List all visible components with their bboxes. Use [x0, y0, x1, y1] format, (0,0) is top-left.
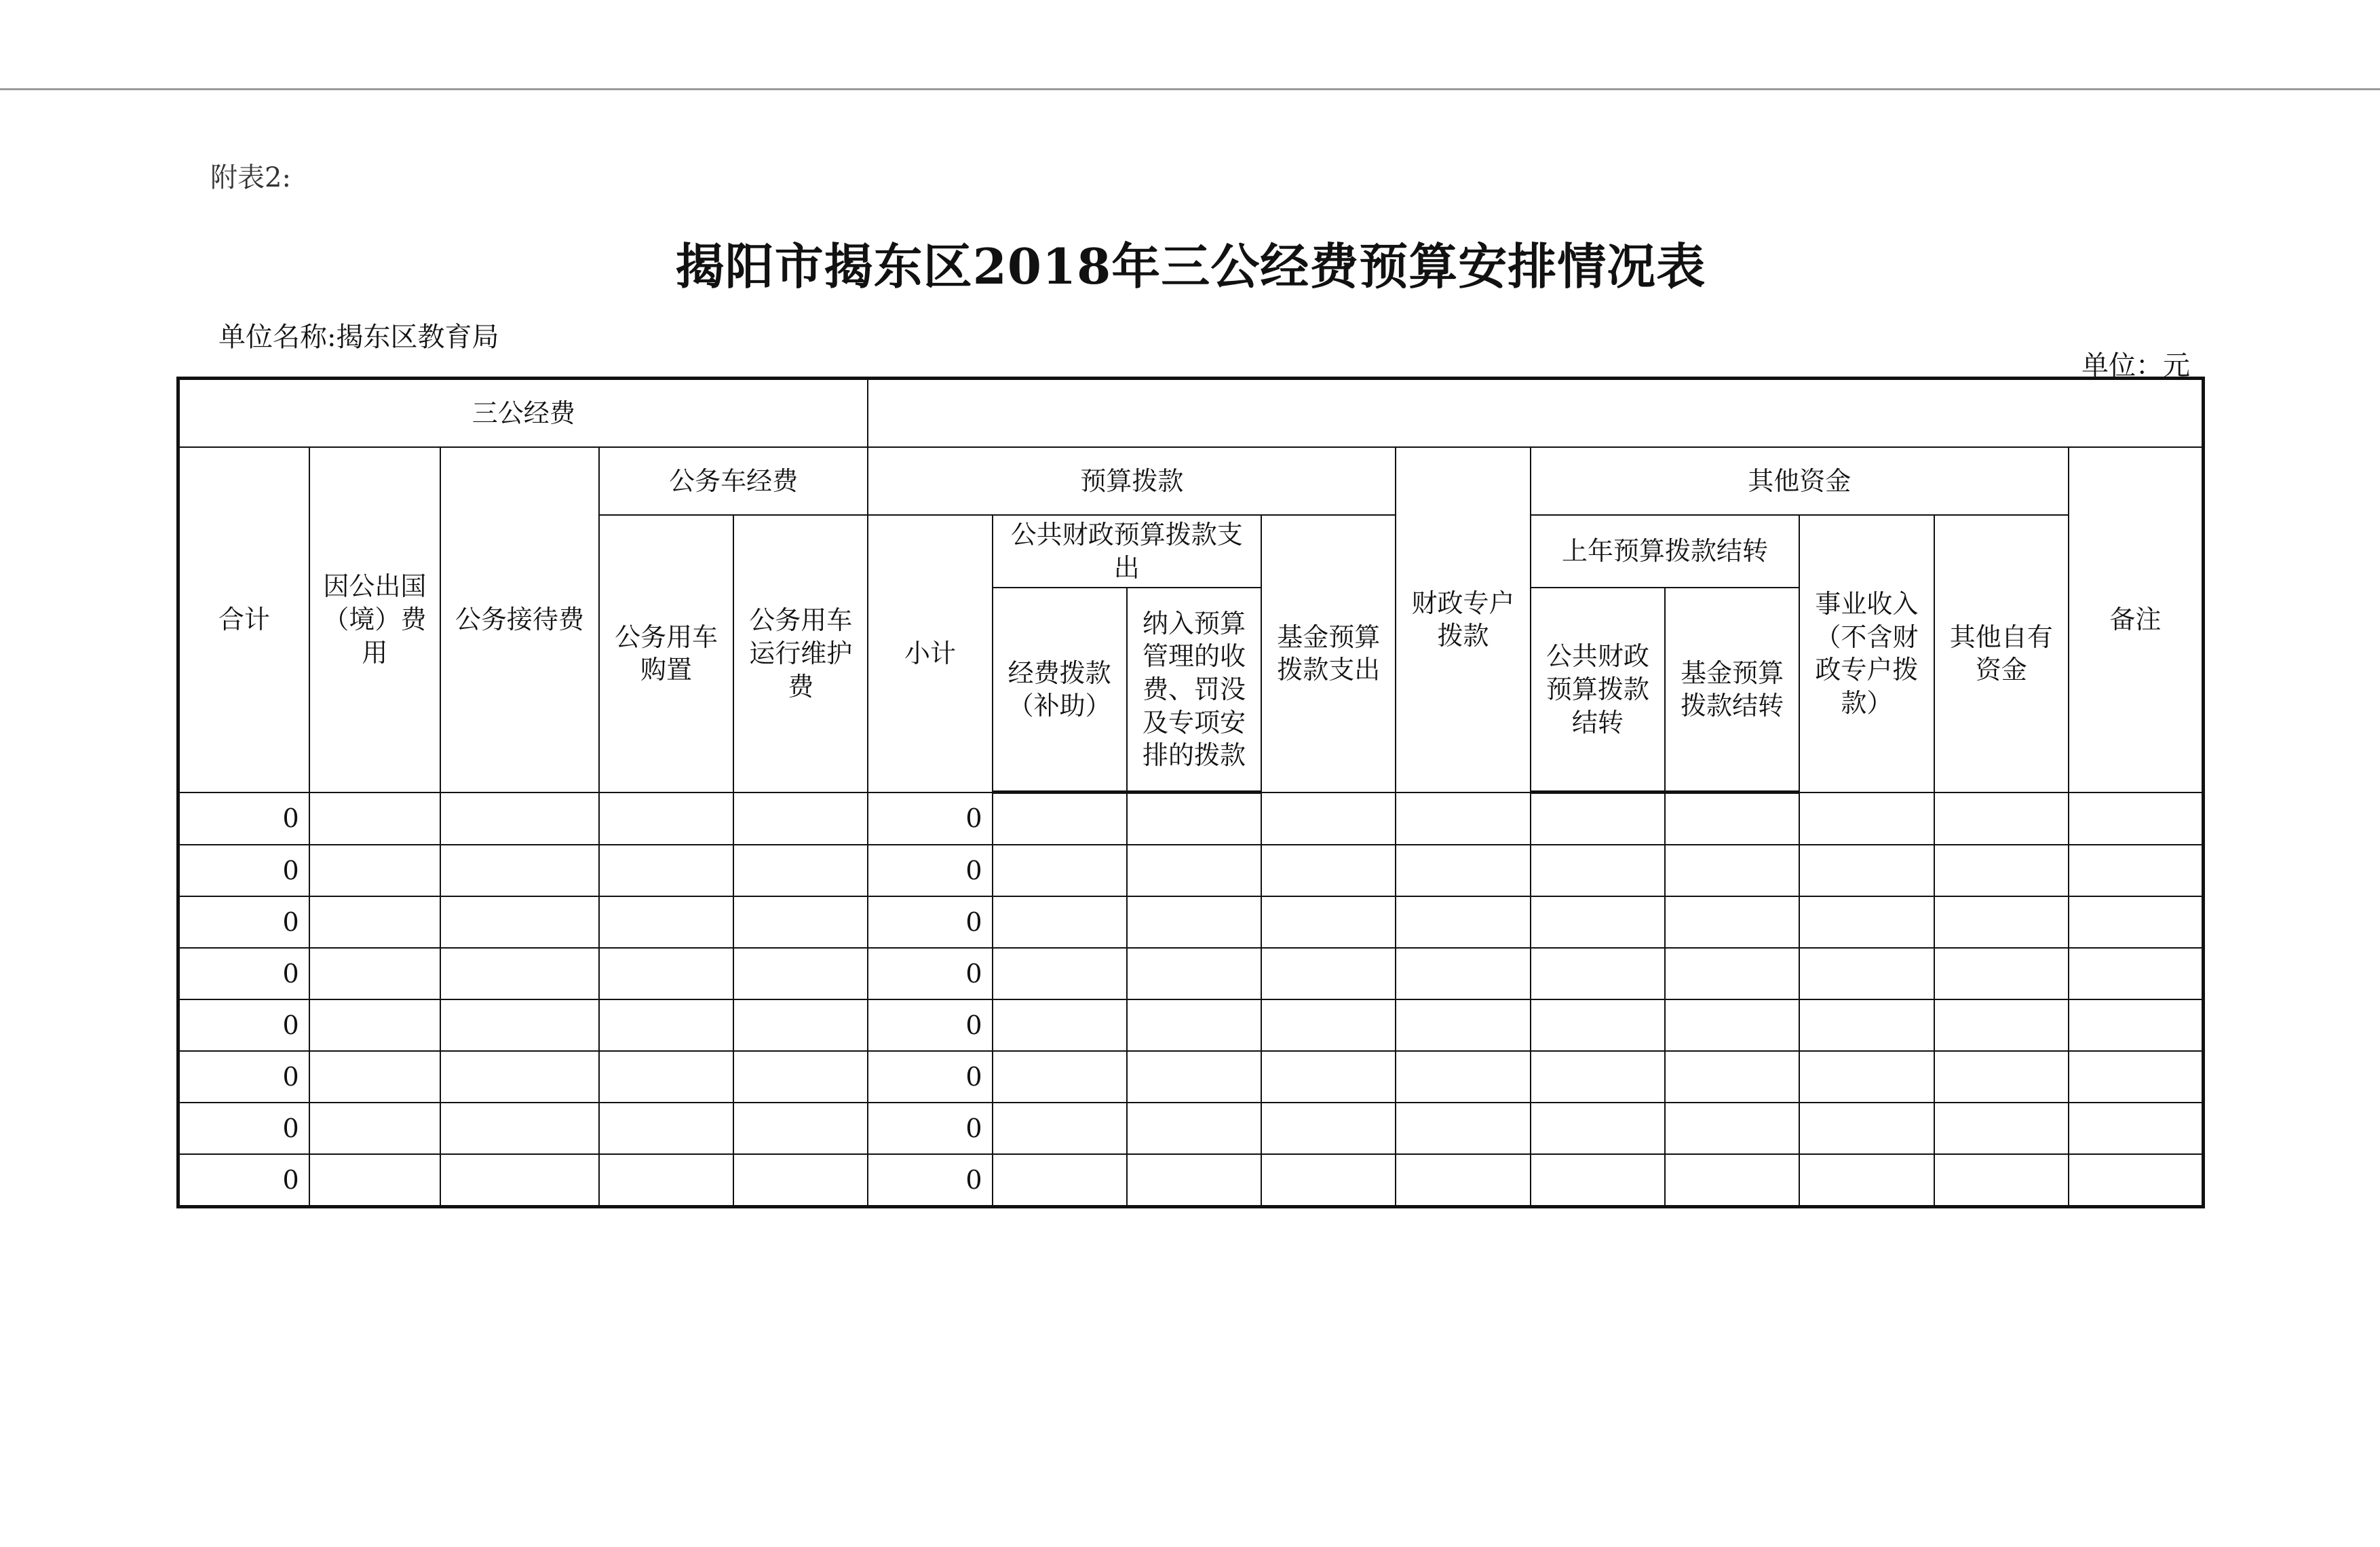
cell-heji: 0	[178, 948, 309, 999]
header-jiedai: 公务接待费	[440, 447, 599, 792]
header-gonggong-jiezhuan: 公共财政预算拨款结转	[1531, 588, 1665, 792]
document-page	[176, 156, 2205, 1208]
cell-xiaoji: 0	[868, 1051, 992, 1103]
cell-heji: 0	[178, 845, 309, 896]
budget-table	[176, 377, 2205, 1208]
table-row	[178, 1103, 2204, 1154]
cell-xiaoji: 0	[868, 1103, 992, 1154]
header-caizheng-zhuanhu: 财政专户拨款	[1396, 447, 1530, 792]
cell-heji: 0	[178, 1051, 309, 1103]
header-jingfei: 经费拨款（补助）	[993, 588, 1127, 792]
table-meta	[176, 316, 2205, 381]
header-qita-ziyou: 其他自有资金	[1934, 515, 2069, 792]
cell-heji: 0	[178, 1154, 309, 1207]
header-gonggong: 公共财政预算拨款支出	[993, 515, 1262, 588]
header-xiaoji: 小计	[868, 515, 992, 792]
header-qita-zijin: 其他资金	[1531, 447, 2069, 515]
header-jijin: 基金预算拨款支出	[1261, 515, 1396, 792]
header-heji: 合计	[178, 447, 309, 792]
cell-heji: 0	[178, 896, 309, 948]
table-row	[178, 1051, 2204, 1103]
cell-xiaoji: 0	[868, 948, 992, 999]
annex-label: 附表2:	[210, 162, 291, 193]
cell-xiaoji: 0	[868, 845, 992, 896]
header-beizhu: 备注	[2069, 447, 2204, 792]
currency-unit: 单位：元	[2081, 350, 2190, 381]
header-jijin-jiezhuan: 基金预算拨款结转	[1665, 588, 1799, 792]
header-yusuan-bokuan: 预算拨款	[868, 447, 1396, 515]
table-row	[178, 896, 2204, 948]
cell-xiaoji: 0	[868, 999, 992, 1051]
document-title: 揭阳市揭东区2018年三公经费预算安排情况表	[675, 237, 1706, 295]
table-row	[178, 999, 2204, 1051]
cell-xiaoji: 0	[868, 896, 992, 948]
cell-heji: 0	[178, 1103, 309, 1154]
header-yingong: 因公出国（境）费用	[309, 447, 440, 792]
header-gongwuche: 公务车经费	[599, 447, 868, 515]
scan-top-edge	[0, 0, 2380, 90]
table-row	[178, 792, 2204, 845]
header-gouzhi: 公务用车购置	[599, 515, 733, 792]
cell-heji: 0	[178, 999, 309, 1051]
cell-xiaoji: 0	[868, 1154, 992, 1207]
header-shangnian: 上年预算拨款结转	[1531, 515, 1800, 588]
header-shiye: 事业收入（不含财政专户拨款）	[1799, 515, 1934, 792]
header-sangong: 三公经费	[178, 379, 868, 448]
table-row	[178, 1154, 2204, 1207]
cell-xiaoji: 0	[868, 792, 992, 845]
header-blank-top	[868, 379, 2203, 448]
header-yunxing: 公务用车运行维护费	[733, 515, 868, 792]
cell-heji: 0	[178, 792, 309, 845]
table-row	[178, 845, 2204, 896]
unit-name: 单位名称:揭东区教育局	[218, 322, 499, 353]
header-naru: 纳入预算管理的收费、罚没及专项安排的拨款	[1127, 588, 1261, 792]
table-row	[178, 948, 2204, 999]
